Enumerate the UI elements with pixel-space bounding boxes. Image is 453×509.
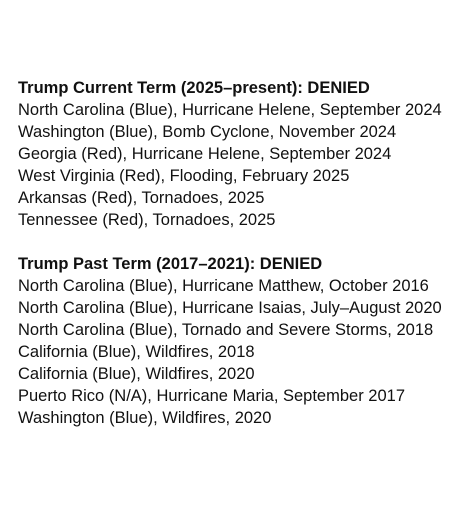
- list-item: Puerto Rico (N/A), Hurricane Maria, September 2017: [18, 387, 405, 405]
- list-item: Washington (Blue), Bomb Cyclone, November 2024: [18, 123, 397, 141]
- section-heading: Trump Current Term (2025–present): DENIED: [18, 79, 370, 97]
- list-item: North Carolina (Blue), Hurricane Matthew, October 2016: [18, 277, 429, 295]
- list-item: North Carolina (Blue), Hurricane Helene, September 2024: [18, 101, 442, 119]
- list-item: Arkansas (Red), Tornadoes, 2025: [18, 189, 265, 207]
- list-item: California (Blue), Wildfires, 2018: [18, 343, 255, 361]
- entry-list: [18, 275, 449, 429]
- section-heading: Trump Past Term (2017–2021): DENIED: [18, 255, 323, 273]
- list-item: Tennessee (Red), Tornadoes, 2025: [18, 211, 276, 229]
- entry-list: [18, 99, 449, 231]
- list-item: Georgia (Red), Hurricane Helene, September 2024: [18, 145, 392, 163]
- list-item: North Carolina (Blue), Hurricane Isaias, July–August 2020: [18, 299, 442, 317]
- list-item: Washington (Blue), Wildfires, 2020: [18, 409, 272, 427]
- list-item: West Virginia (Red), Flooding, February 2025: [18, 167, 350, 185]
- list-item: California (Blue), Wildfires, 2020: [18, 365, 255, 383]
- section-current-term: [18, 77, 449, 231]
- list-item: North Carolina (Blue), Tornado and Severe Storms, 2018: [18, 321, 434, 339]
- section-past-term: [18, 253, 449, 429]
